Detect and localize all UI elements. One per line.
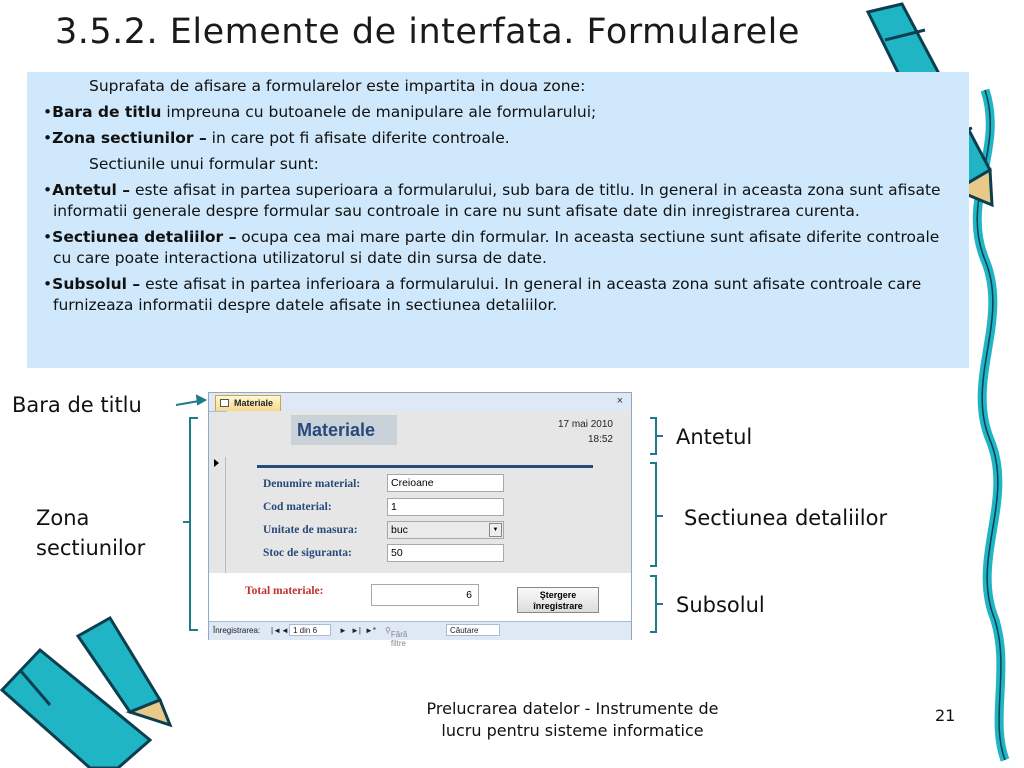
nav-first-icon[interactable]: |◄ <box>271 626 281 635</box>
bullet-title-bar: •Bara de titlu impreuna cu butoanele de manipulare ale formularului; <box>43 103 597 121</box>
form-header-section <box>227 411 631 457</box>
access-form-window <box>208 392 632 648</box>
field-input-cod[interactable]: 1 <box>387 498 504 516</box>
nav-new-icon[interactable]: ►* <box>365 626 377 635</box>
form-detail-section <box>227 457 631 573</box>
field-label-cod: Cod material: <box>263 501 332 513</box>
bullet-details: •Sectiunea detaliilor – ocupa cea mai mare parte din formular. In aceasta sectiune sunt afisate diferite controale cu care poate interactiona utilizatorul si date din sursa de date. <box>43 228 940 267</box>
bracket-header <box>650 418 663 454</box>
record-selector[interactable] <box>209 457 226 573</box>
detail-top-rule <box>257 465 593 468</box>
intro-text: Suprafata de afisare a formularelor este impartita in doua zone: <box>89 77 586 95</box>
total-label: Total materiale: <box>245 585 324 597</box>
form-title-bar <box>209 393 631 412</box>
bullet-header: •Antetul – este afisat in partea superioara a formularului, sub bara de titlu. In general in aceasta zona sunt afisate informatii generale despre formular sau controale in care nu sunt afisate date din inregistrarea curenta. <box>43 181 941 220</box>
sections-intro: Sectiunile unui formular sunt: <box>89 155 319 173</box>
tab-materiale[interactable]: Materiale <box>215 395 281 411</box>
bracket-details <box>650 463 663 566</box>
label-sections-zone-line1: Zona <box>36 506 90 530</box>
field-input-denumire[interactable]: Creioane <box>387 474 504 492</box>
form-date-time: 17 mai 2010 18:52 <box>557 419 613 445</box>
chevron-down-icon[interactable]: ▼ <box>489 523 502 537</box>
label-sections-zone-line2: sectiunilor <box>36 536 146 560</box>
total-value-field[interactable]: 6 <box>371 584 479 606</box>
bullet-sections-zone: •Zona sectiunilor – in care pot fi afisate diferite controale. <box>43 129 510 147</box>
nav-label: Înregistrarea: <box>213 626 261 635</box>
form-header-title: Materiale <box>291 415 397 445</box>
nav-search-input[interactable]: Căutare <box>446 624 500 636</box>
field-label-unitate: Unitate de masura: <box>263 524 358 536</box>
field-label-stoc: Stoc de siguranta: <box>263 547 352 559</box>
field-input-stoc[interactable]: 50 <box>387 544 504 562</box>
label-details: Sectiunea detaliilor <box>684 506 888 530</box>
form-icon <box>220 399 229 407</box>
bullet-footer: •Subsolul – este afisat in partea inferioara a formularului. In general in aceasta zona sunt afisate controale care furnizeaza informatii despre datele afisate in sectiunea detaliilor. <box>43 275 922 314</box>
current-record-arrow-icon <box>214 459 219 467</box>
nav-record-counter[interactable]: 1 din 6 <box>289 624 331 636</box>
label-title-bar: Bara de titlu <box>12 393 142 417</box>
label-footer: Subsolul <box>676 593 765 617</box>
record-navigation-bar <box>209 621 631 648</box>
slide-footer: Prelucrarea datelor - Instrumente de lucru pentru sisteme informatice <box>426 699 719 740</box>
bracket-sections-zone <box>183 418 198 630</box>
bracket-footer <box>650 576 663 632</box>
field-label-denumire: Denumire material: <box>263 478 361 490</box>
field-select-unitate[interactable]: buc ▼ <box>387 521 504 539</box>
nav-prev-icon[interactable]: ◄ <box>281 626 289 635</box>
form-footer-section <box>209 573 631 621</box>
close-icon[interactable]: × <box>616 395 623 407</box>
filter-status[interactable]: ⚲ Fără filtre <box>385 626 408 648</box>
nav-next-icon[interactable]: ► <box>339 626 347 635</box>
nav-last-icon[interactable]: ►| <box>351 626 361 635</box>
delete-record-button[interactable]: Ştergere înregistrare <box>517 587 599 613</box>
page-number: 21 <box>935 706 956 725</box>
slide-title: 3.5.2. Elemente de interfata. Formularele <box>55 12 800 52</box>
label-header: Antetul <box>676 425 753 449</box>
